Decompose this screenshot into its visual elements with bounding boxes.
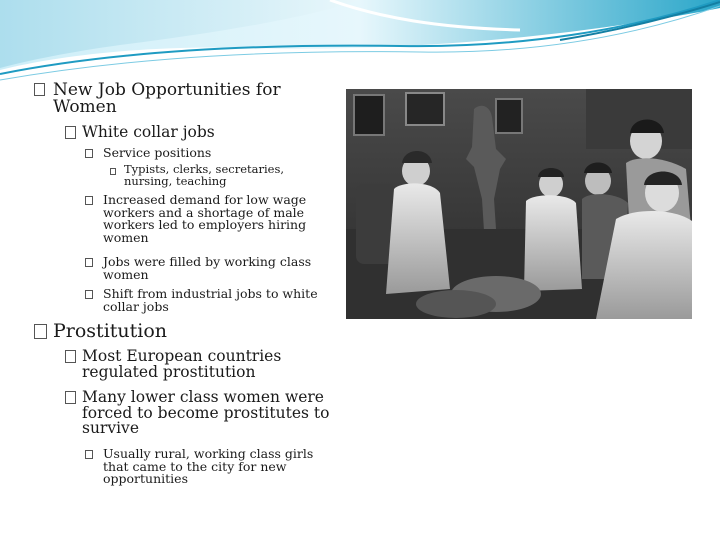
bullet-typists: Typists, clerks, secretaries, nursing, teaching (124, 162, 285, 188)
bullet-service-positions: Service positions (103, 145, 212, 160)
bullet-box (34, 83, 45, 96)
bullet-white-collar-jobs: White collar jobs (82, 123, 215, 141)
bullet-regulated: Most European countries regulated prostitution (82, 347, 282, 381)
bullet-box (65, 126, 76, 139)
heading-prostitution: Prostitution (53, 320, 168, 342)
bullet-box (85, 258, 93, 267)
bullet-forced: Many lower class women were forced to become prostitutes to survive (82, 388, 330, 437)
bullet-box (85, 149, 93, 158)
bullet-box (65, 391, 76, 404)
bullet-box (34, 324, 47, 339)
bullet-box (85, 196, 93, 205)
historical-photo (346, 89, 692, 319)
photo-illustration (346, 89, 692, 319)
heading-new-job-opportunities: New Job Opportunities for Women (53, 80, 281, 117)
bullet-box (85, 450, 93, 459)
bullet-box (65, 350, 76, 363)
bullet-rural-girls: Usually rural, working class girls that came to the city for new opportunities (103, 446, 314, 486)
bullet-working-class: Jobs were filled by working class women (103, 254, 312, 282)
bullet-box (85, 290, 93, 299)
bullet-shift: Shift from industrial jobs to white collar jobs (103, 286, 318, 314)
bullet-box (110, 168, 116, 175)
bullet-increased-demand: Increased demand for low wage workers and a shortage of male workers led to employers hiring women (103, 192, 307, 245)
